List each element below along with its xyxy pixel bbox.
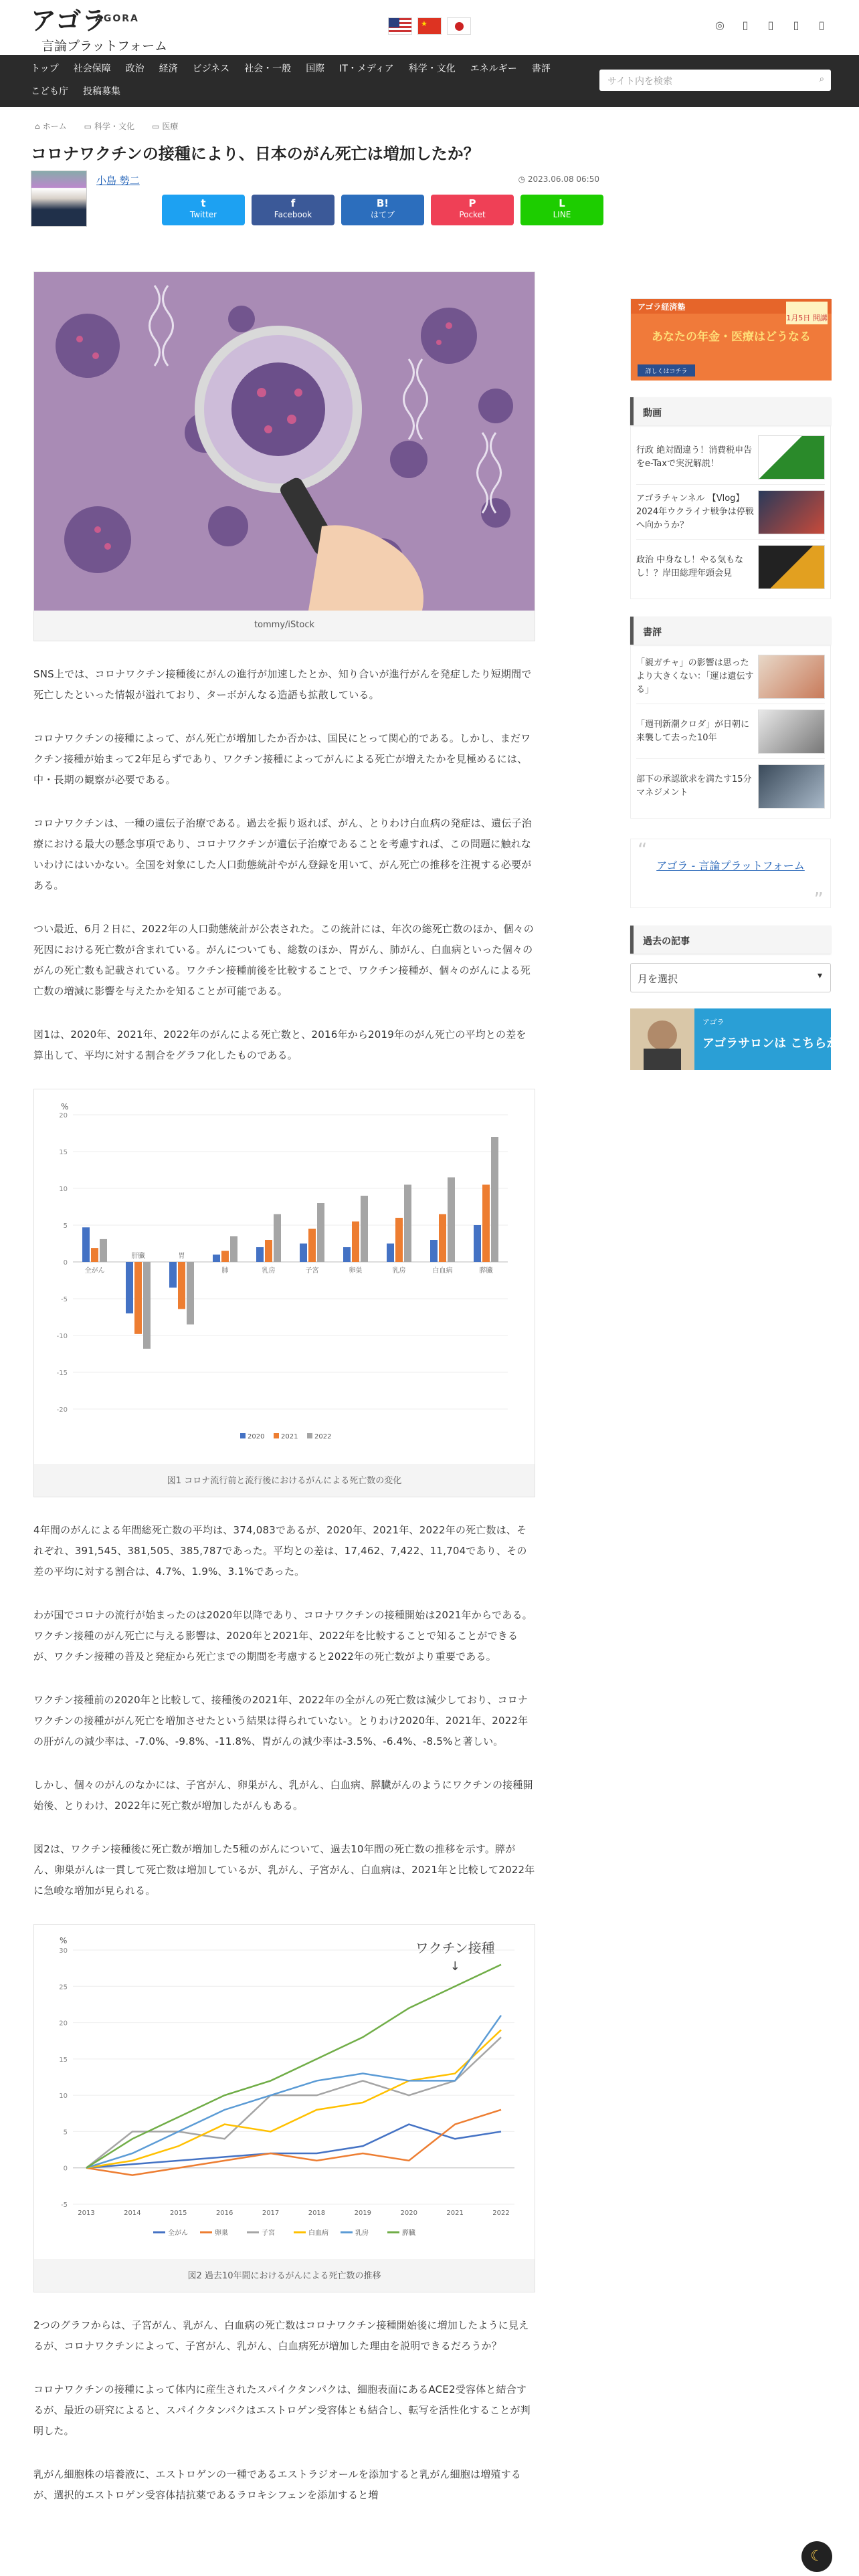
discussion-paragraphs [33,2315,535,2506]
intro-paragraphs [33,664,535,1066]
y-tick-label: 15 [59,2056,68,2064]
y-tick-label: 10 [59,2092,68,2101]
x-tick-label: 乳房 [392,1267,406,1275]
nav-item[interactable]: トップ [31,64,59,74]
share-label: LINE [553,210,571,219]
y-tick-label: -10 [56,1333,68,1340]
y-tick-label: 15 [59,1149,68,1156]
share-button-はてブ[interactable] [341,195,424,225]
share-icon: t [201,197,206,209]
paragraph: つい最近、6月２日に、2022年の人口動態統計が公表された。この統計には、年次の総死亡数のほか、個々の死因における死亡数が含まれている。がんについても、総数のほか、胃がん、肺がん、白血病といった個々のがんの死亡数も記載されている。ワクチン接種前後を比較することで、ワクチン接種が、個々のがんによる死亡数の増減に影響を与えたかを知ることが可能である。 [33,923,534,997]
paragraph: 4年間のがんによる年間総死亡数の平均は、374,083であるが、2020年、2021年、2022年の死亡数は、それぞれ、391,545、381,505、385,787であった。平均との差は、17,462、7,422、11,704であり、その差の平均に対する割合は、4.7%、1.9%、3.1%であった。 [33,1524,527,1578]
share-button-facebook[interactable] [252,195,335,225]
y-tick-label: -20 [56,1406,68,1414]
share-buttons [162,195,603,225]
salon-brand: アゴラ [702,1018,725,1027]
videos-list [630,425,831,599]
bar [491,1137,498,1262]
sidebar-item-title: 政治 中身なし！やる気もなし！？岸田総理年頭会見 [636,555,744,578]
sidebar-item-title: 行政 絶対間違う！消費税申告をe-Taxで実況解説！ [636,445,753,469]
x-tick-label: 子宮 [305,1267,319,1275]
share-icon: P [468,197,476,209]
share-icon: f [290,197,296,209]
legend-label: 膵臓 [402,2230,415,2237]
dark-mode-toggle-icon[interactable]: ☾ [801,2541,832,2572]
site-header [0,0,859,55]
legend-label: 2021 [281,1433,298,1440]
y-tick-label: 5 [63,1222,68,1230]
search-icon[interactable]: ⌕ [819,74,824,84]
x-tick-label: 2022 [492,2210,510,2217]
bar [448,1178,455,1263]
nav-item[interactable]: 科学・文化 [408,64,456,74]
sidebar-item[interactable] [636,430,825,485]
bar [221,1251,229,1263]
paragraph: コロナワクチンの接種によって体内に産生されたスパイクタンパクは、細胞表面にあるACE2受容体と結合するが、最近の研究によると、スパイクタンパクはエストロゲン受容体とも結合し、転写を活性化することが判明した。 [33,2383,531,2437]
us-flag-icon[interactable] [388,17,412,35]
thumbnail-image [758,710,825,754]
legend-label: 2020 [248,1433,265,1440]
ad-date: 1月5日 開講 [786,314,828,322]
legend-swatch [240,1433,246,1438]
sidebar-item[interactable] [636,540,825,595]
hero-figure [33,272,535,641]
site-quote-link[interactable]: “ アゴラ - 言論プラットフォーム ” [630,839,831,908]
nav-items [31,62,586,99]
bar [187,1262,194,1325]
videos-title: 動画 [630,397,831,425]
nav-item[interactable]: 政治 [125,64,145,74]
y-axis-label: % [60,1936,68,1945]
folder-icon: ▭ [84,122,92,131]
bar [474,1225,481,1262]
paragraph: しかし、個々のがんのなかには、子宮がん、卵巣がん、乳がん、白血病、膵臓がんのようにワクチンの接種開始後、とりわけ、2022年に死亡数が増加したがんもある。 [33,1779,533,1812]
language-flags [388,17,471,35]
books-list [630,645,831,819]
x-tick-label: 2019 [354,2210,372,2217]
author-avatar[interactable] [31,171,87,227]
sidebar-item-title: 「親ガチャ」の影響は思ったより大きくない：「運は遺伝する」 [636,657,754,695]
x-tick-label: 全がん [84,1267,105,1275]
bar [482,1185,490,1263]
series-line [86,2030,501,2167]
y-tick-label: -5 [61,2202,68,2209]
bar [274,1214,281,1263]
sidebar-item[interactable] [636,704,825,759]
vaccine-annotation: ワクチン接種 [415,1940,495,1956]
bar [265,1240,272,1262]
archive-widget [630,926,831,992]
sidebar-item[interactable] [636,485,825,540]
x-tick-label: 2014 [124,2210,141,2217]
bar [82,1227,90,1262]
share-button-twitter[interactable] [162,195,245,225]
y-axis-label: % [61,1102,69,1111]
bar [395,1218,403,1262]
sidebar-item-title: 部下の承認欲求を満たす15分マネジメント [636,774,752,798]
bar [134,1262,142,1334]
bar [404,1185,411,1263]
books-widget [630,617,831,819]
nav-item[interactable]: エネルギー [470,64,517,74]
y-tick-label: -5 [61,1296,68,1303]
x-tick-label: 乳房 [262,1267,276,1275]
sidebar-item-title: アゴラチャンネル 【Vlog】2024年ウクライナ戦争は停戦へ向かうか？ [636,493,754,530]
breadcrumb-category[interactable]: ▭ 科学・文化 [84,122,134,131]
legend-label: 2022 [314,1433,332,1440]
share-button-line[interactable] [520,195,603,225]
nav-item[interactable]: 経済 [159,64,178,74]
videos-widget [630,397,831,599]
paragraph: 2つのグラフからは、子宮がん、乳がん、白血病の死亡数はコロナワクチン接種開始後に増加したように見えるが、コロナワクチンによって、子宮がん、乳がん、白血病死が増加した理由を説明できるだろうか？ [33,2319,529,2352]
share-label: Facebook [274,210,312,219]
bar [126,1262,133,1313]
share-label: Pocket [459,210,486,219]
x-tick-label: 2018 [308,2210,326,2217]
figure-2-caption: 図2 過去10年間におけるがんによる死亡数の推移 [187,2271,381,2281]
y-tick-label: 10 [59,1186,68,1193]
bar-chart [39,1095,529,1456]
legend-label: 全がん [168,2230,188,2237]
thumbnail-image [758,490,825,534]
nav-item[interactable]: 書評 [531,64,551,74]
sidebar-item-title: 「週刊新潮クロダ」が日朝に来襲して去った10年 [636,719,750,743]
nav-item[interactable]: ビジネス [192,64,230,74]
search-input[interactable]: サイト内を検索 ⌕ [599,70,831,91]
down-arrow-icon: ↓ [450,1959,460,1973]
series-line [86,2016,501,2168]
pocket-icon[interactable]: ▯ [818,19,825,31]
open-quote-icon: “ [638,839,648,861]
x-tick-label: 2013 [78,2210,95,2217]
main-nav [0,55,859,107]
share-icon: L [559,197,565,209]
chart-2 [34,1925,535,2259]
legend-label: 乳房 [355,2230,369,2237]
bar [169,1262,177,1288]
share-button-pocket[interactable] [431,195,514,225]
y-tick-label: 25 [59,1983,68,1992]
x-tick-label: 胃 [178,1253,185,1260]
archive-month-select[interactable]: 月を選択 ▾ [630,963,831,992]
ad-title: あなたの年金・医療はどうなる [652,330,811,344]
nav-item[interactable]: IT・メディア [339,64,394,74]
nav-item[interactable]: 社会保障 [73,64,111,74]
y-tick-label: 30 [59,1947,68,1955]
paragraph: ワクチン接種前の2020年と比較して、接種後の2021年、2022年の全がんの死亡数は減少しており、コロナワクチンの接種ががん死亡を増加させたという結果は得られていない。とりわけ2020年、2021年、2022年の肝がんの減少率は、-7.0%、-9.8%、-11.8%、胃がんの減少率は-3.5%、-6.4%、-8.5%と著しい。 [33,1694,529,1747]
paragraph: わが国でコロナの流行が始まったのは2020年以降であり、コロナワクチンの接種開始は2021年からである。ワクチン接種のがん死亡に与える影響は、2020年と2021年、2022年を比較することで知ることができるが、ワクチン接種の普及と発症から死亡までの期間を考慮すると2022年の死亡数がより重要である。 [33,1609,533,1662]
share-icon: B! [376,197,389,209]
site-logo[interactable]: アゴラ AGORA 言論プラットフォーム [31,6,168,53]
nav-item[interactable]: こども庁 [31,86,68,97]
china-flag-icon[interactable] [417,17,442,35]
bar [256,1247,264,1262]
bar [361,1196,368,1262]
paragraph: コロナワクチンの接種によって、がん死亡が増加したか否かは、国民にとって関心的である。しかし、まだワクチン接種が始まって2年足らずであり、ワクチン接種によってがんによる死亡が増えたかを見極めるには、中・長期の観察が必要である。 [33,732,531,786]
bar [317,1203,324,1262]
nav-item[interactable]: 社会・一般 [244,64,292,74]
thumbnail-image [758,435,825,479]
bar [230,1237,237,1263]
ad-banner[interactable] [630,298,831,380]
x-tick-label: 肺 [221,1267,229,1275]
social-links [713,19,828,31]
x-tick-label: 白血病 [432,1267,453,1275]
x-tick-label: 2015 [170,2210,187,2217]
article-body [33,272,535,2506]
sidebar [630,298,851,1070]
y-tick-label: -15 [56,1370,68,1377]
figure-1 [33,1089,535,1497]
folder-icon: ▭ [152,122,160,131]
paragraph: コロナワクチンは、一種の遺伝子治療である。過去を振り返れば、がん、とりわけ白血病の発症は、遺伝子治療における最大の懸念事項であり、コロナワクチンが遺伝子治療であることを考慮すれば、この問題に触れないわけにはいかない。全国を対象にした人口動態統計やがん登録を用いて、がん死亡の推移を注視する必要がある。 [33,817,532,891]
nav-item[interactable]: 投稿募集 [83,86,120,97]
paragraph: 図1は、2020年、2021年、2022年のがんによる死亡数と、2016年から2019年のがん死亡の平均との差を算出して、平均に対する割合をグラフ化したものである。 [33,1029,527,1061]
y-tick-label: 5 [63,2129,68,2137]
sidebar-item[interactable] [636,759,825,814]
y-tick-label: 20 [59,2020,68,2028]
thumbnail-image [758,655,825,699]
figure-1-caption: 図1 コロナ流行前と流行後におけるがんによる死亡数の変化 [167,1476,402,1486]
figure-2 [33,1924,535,2292]
bar [91,1248,98,1262]
series-line [86,2110,501,2175]
article-main [31,120,606,231]
hatena-icon[interactable]: ▯ [793,19,799,31]
bar [213,1255,220,1262]
chevron-down-icon: ▾ [817,970,822,981]
ad-brand: アゴラ経済塾 [638,302,686,312]
salon-title: アゴラサロンは こちらから [702,1037,851,1051]
paragraph: SNS上では、コロナワクチン接種後にがんの進行が加速したとか、知り合いが進行がんを発症したり短期間で死亡したといった情報が溢れており、ターボがんなる造語も拡散している。 [33,668,532,701]
legend-swatch [274,1433,279,1438]
bar [343,1247,351,1262]
image-credit: tommy/iStock [254,620,315,630]
page-title: コロナワクチンの接種により、日本のがん死亡は増加したか？ [31,144,480,163]
series-line [86,2037,501,2167]
line-chart [39,1930,529,2251]
bar [308,1229,316,1263]
x-tick-label: 膵臓 [479,1267,493,1275]
publish-date: ◷ 2023.06.08 06:50 [518,175,599,184]
x-tick-label: 卵巣 [349,1267,363,1275]
x-tick-label: 2020 [400,2210,417,2217]
bar [352,1222,359,1263]
bar [178,1262,185,1309]
thumbnail-image [758,545,825,589]
y-tick-label: 20 [59,1112,68,1119]
nav-item[interactable]: 国際 [306,64,325,74]
breadcrumb-subcategory[interactable]: ▭ 医療 [152,122,179,131]
x-tick-label: 肝臓 [131,1253,145,1260]
rss-icon[interactable]: ◎ [715,19,725,31]
bar [387,1244,394,1263]
books-title: 書評 [630,617,831,645]
bar [439,1214,446,1263]
x-tick-label: 2016 [215,2210,233,2217]
salon-banner[interactable] [630,1008,851,1070]
analysis-paragraphs [33,1520,535,1901]
bar [143,1262,151,1349]
archive-title: 過去の記事 [630,926,831,954]
x-tick-label: 2017 [262,2210,280,2217]
y-tick-label: 0 [63,2165,68,2173]
paragraph: 図2は、ワクチン接種後に死亡数が増加した5種のがんについて、過去10年間の死亡数の推移を示す。膵がん、卵巣がんは一貫して死亡数は増加しているが、乳がん、子宮がん、白血病は、2021年と比較して2022年に急峻な増加が見られる。 [33,1843,535,1897]
article-meta [31,171,606,231]
paragraph: 乳がん細胞株の培養液に、エストロゲンの一種であるエストラジオールを添加すると乳がん細胞は増殖するが、選択的エストロゲン受容体拮抗薬であるラロキシフェンを添加すると増 [33,2468,522,2501]
breadcrumb [35,120,606,132]
x-tick-label: 2021 [446,2210,464,2217]
legend-label: 白血病 [308,2230,328,2237]
thumbnail-image [758,764,825,809]
ad-cta: 詳しくはコチラ [645,368,688,375]
share-label: Twitter [189,210,217,219]
twitter-icon[interactable]: ▯ [742,19,749,31]
bar [100,1239,107,1262]
japan-flag-icon[interactable] [447,17,471,35]
legend-label: 子宮 [262,2230,275,2237]
share-label: はてブ [370,210,395,219]
clock-icon: ◷ [518,175,528,184]
home-icon: ⌂ [35,122,40,131]
close-quote-icon: ” [814,888,824,910]
y-tick-label: 0 [63,1259,68,1267]
breadcrumb-home[interactable]: ⌂ ホーム [35,122,67,131]
bar [430,1240,438,1262]
legend-swatch [307,1433,312,1438]
author-link[interactable]: 小島 勢二 [96,175,140,187]
legend-label: 卵巣 [215,2230,228,2237]
chart-1 [34,1089,535,1464]
facebook-icon[interactable]: ▯ [767,19,774,31]
sidebar-item[interactable] [636,649,825,704]
hero-image [34,272,535,611]
bar [300,1244,307,1263]
